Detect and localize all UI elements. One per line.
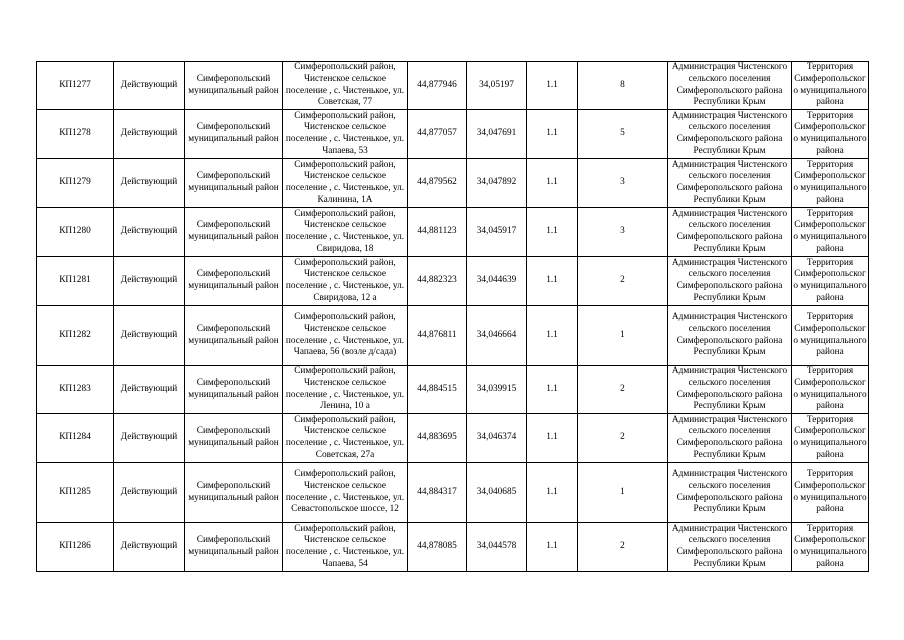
cell-address: Симферопольский район, Чистенское сельское поселение , с. Чистенькое, ул. Чапаева, 56 (возле д/сада) (283, 306, 408, 366)
cell-type: 1.1 (527, 257, 578, 306)
cell-address: Симферопольский район, Чистенское сельское поселение , с. Чистенькое, ул. Свиридова, 18 (283, 208, 408, 257)
cell-municipality: Симферопольский муниципальный район (185, 257, 283, 306)
cell-code: КП1285 (37, 463, 114, 523)
cell-count: 3 (578, 159, 668, 208)
cell-longitude: 34,044639 (467, 257, 527, 306)
cell-municipality: Симферопольский муниципальный район (185, 463, 283, 523)
table-row (37, 463, 869, 523)
cell-code: КП1280 (37, 208, 114, 257)
cell-address: Симферопольский район, Чистенское сельское поселение , с. Чистенькое, ул. Советская, 27а (283, 414, 408, 463)
cell-latitude: 44,883695 (408, 414, 467, 463)
cell-status: Действующий (114, 366, 185, 414)
cell-territory: Территория Симферопольского муниципального района (792, 208, 869, 257)
cell-count: 2 (578, 414, 668, 463)
cell-latitude: 44,884515 (408, 366, 467, 414)
cell-longitude: 34,046664 (467, 306, 527, 366)
cell-latitude: 44,877057 (408, 110, 467, 159)
cell-owner: Администрация Чистенского сельского поселения Симферопольского района Республики Крым (668, 208, 792, 257)
cell-code: КП1281 (37, 257, 114, 306)
cell-type: 1.1 (527, 414, 578, 463)
cell-municipality: Симферопольский муниципальный район (185, 523, 283, 572)
table-row (37, 366, 869, 414)
cell-type: 1.1 (527, 463, 578, 523)
table-row (37, 257, 869, 306)
table-row (37, 159, 869, 208)
cell-address: Симферопольский район, Чистенское сельское поселение , с. Чистенькое, ул. Чапаева, 53 (283, 110, 408, 159)
cell-longitude: 34,044578 (467, 523, 527, 572)
cell-longitude: 34,05197 (467, 62, 527, 110)
cell-latitude: 44,877946 (408, 62, 467, 110)
cell-municipality: Симферопольский муниципальный район (185, 414, 283, 463)
cell-territory: Территория Симферопольского муниципального района (792, 159, 869, 208)
cell-code: КП1286 (37, 523, 114, 572)
cell-address: Симферопольский район, Чистенское сельское поселение , с. Чистенькое, ул. Свиридова, 12 а (283, 257, 408, 306)
cell-latitude: 44,879562 (408, 159, 467, 208)
cell-owner: Администрация Чистенского сельского поселения Симферопольского района Республики Крым (668, 257, 792, 306)
table-row (37, 208, 869, 257)
cell-type: 1.1 (527, 110, 578, 159)
cell-address: Симферопольский район, Чистенское сельское поселение , с. Чистенькое, ул. Чапаева, 54 (283, 523, 408, 572)
cell-owner: Администрация Чистенского сельского поселения Симферопольского района Республики Крым (668, 110, 792, 159)
cell-address: Симферопольский район, Чистенское сельское поселение , с. Чистенькое, ул. Ленина, 10 а (283, 366, 408, 414)
cell-code: КП1282 (37, 306, 114, 366)
cell-count: 1 (578, 306, 668, 366)
table-row (37, 306, 869, 366)
cell-status: Действующий (114, 208, 185, 257)
cell-status: Действующий (114, 414, 185, 463)
cell-type: 1.1 (527, 523, 578, 572)
cell-status: Действующий (114, 110, 185, 159)
cell-count: 2 (578, 523, 668, 572)
cell-type: 1.1 (527, 62, 578, 110)
table-row (37, 62, 869, 110)
cell-longitude: 34,045917 (467, 208, 527, 257)
cell-code: КП1283 (37, 366, 114, 414)
cell-status: Действующий (114, 159, 185, 208)
cell-longitude: 34,047892 (467, 159, 527, 208)
cell-code: КП1278 (37, 110, 114, 159)
cell-latitude: 44,881123 (408, 208, 467, 257)
cell-territory: Территория Симферопольского муниципального района (792, 257, 869, 306)
cell-owner: Администрация Чистенского сельского поселения Симферопольского района Республики Крым (668, 159, 792, 208)
cell-owner: Администрация Чистенского сельского поселения Симферопольского района Республики Крым (668, 523, 792, 572)
cell-address: Симферопольский район, Чистенское сельское поселение , с. Чистенькое, ул. Севастопольское шоссе, 12 (283, 463, 408, 523)
cell-owner: Администрация Чистенского сельского поселения Симферопольского района Республики Крым (668, 306, 792, 366)
cell-address: Симферопольский район, Чистенское сельское поселение , с. Чистенькое, ул. Советская, 77 (283, 62, 408, 110)
cell-count: 1 (578, 463, 668, 523)
cell-municipality: Симферопольский муниципальный район (185, 159, 283, 208)
cell-count: 2 (578, 257, 668, 306)
cell-count: 2 (578, 366, 668, 414)
cell-owner: Администрация Чистенского сельского поселения Симферопольского района Республики Крым (668, 414, 792, 463)
cell-territory: Территория Симферопольского муниципального района (792, 414, 869, 463)
cell-status: Действующий (114, 463, 185, 523)
cell-municipality: Симферопольский муниципальный район (185, 62, 283, 110)
registry-rows (37, 62, 869, 572)
cell-code: КП1277 (37, 62, 114, 110)
cell-status: Действующий (114, 306, 185, 366)
cell-latitude: 44,878085 (408, 523, 467, 572)
cell-count: 5 (578, 110, 668, 159)
cell-type: 1.1 (527, 366, 578, 414)
cell-municipality: Симферопольский муниципальный район (185, 366, 283, 414)
cell-owner: Администрация Чистенского сельского поселения Симферопольского района Республики Крым (668, 62, 792, 110)
cell-territory: Территория Симферопольского муниципального района (792, 306, 869, 366)
cell-count: 3 (578, 208, 668, 257)
table-row (37, 110, 869, 159)
cell-longitude: 34,040685 (467, 463, 527, 523)
cell-status: Действующий (114, 523, 185, 572)
cell-territory: Территория Симферопольского муниципального района (792, 523, 869, 572)
cell-address: Симферопольский район, Чистенское сельское поселение , с. Чистенькое, ул. Калинина, 1А (283, 159, 408, 208)
cell-code: КП1284 (37, 414, 114, 463)
cell-municipality: Симферопольский муниципальный район (185, 208, 283, 257)
cell-latitude: 44,876811 (408, 306, 467, 366)
cell-status: Действующий (114, 62, 185, 110)
cell-longitude: 34,047691 (467, 110, 527, 159)
cell-territory: Территория Симферопольского муниципального района (792, 366, 869, 414)
cell-count: 8 (578, 62, 668, 110)
cell-latitude: 44,882323 (408, 257, 467, 306)
cell-type: 1.1 (527, 208, 578, 257)
cell-status: Действующий (114, 257, 185, 306)
cell-longitude: 34,039915 (467, 366, 527, 414)
cell-municipality: Симферопольский муниципальный район (185, 110, 283, 159)
table-row (37, 523, 869, 572)
cell-owner: Администрация Чистенского сельского поселения Симферопольского района Республики Крым (668, 463, 792, 523)
cell-municipality: Симферопольский муниципальный район (185, 306, 283, 366)
cell-owner: Администрация Чистенского сельского поселения Симферопольского района Республики Крым (668, 366, 792, 414)
table-row (37, 414, 869, 463)
cell-territory: Территория Симферопольского муниципального района (792, 62, 869, 110)
cell-type: 1.1 (527, 306, 578, 366)
cell-latitude: 44,884317 (408, 463, 467, 523)
cell-territory: Территория Симферопольского муниципального района (792, 463, 869, 523)
cell-code: КП1279 (37, 159, 114, 208)
cell-territory: Территория Симферопольского муниципального района (792, 110, 869, 159)
cell-type: 1.1 (527, 159, 578, 208)
cell-longitude: 34,046374 (467, 414, 527, 463)
registry-table (36, 61, 869, 572)
